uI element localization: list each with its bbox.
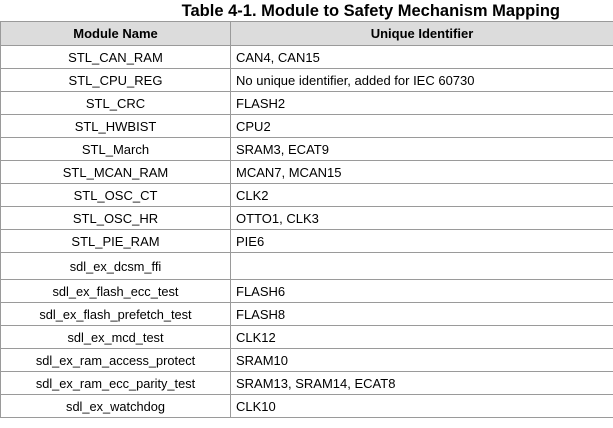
module-name-cell: STL_CPU_REG — [1, 69, 231, 92]
module-name-cell: sdl_ex_mcd_test — [1, 326, 231, 349]
table-row — [1, 69, 613, 92]
module-name-cell: sdl_ex_watchdog — [1, 395, 231, 418]
identifier-cell: CLK12 — [231, 326, 613, 349]
table-row — [1, 372, 613, 395]
identifier-cell: SRAM10 — [231, 349, 613, 372]
table-row — [1, 230, 613, 253]
column-header-module: Module Name — [1, 22, 231, 46]
module-name-cell: STL_MCAN_RAM — [1, 161, 231, 184]
identifier-cell: MCAN7, MCAN15 — [231, 161, 613, 184]
identifier-cell: CPU2 — [231, 115, 613, 138]
table-row — [1, 207, 613, 230]
identifier-cell: FLASH2 — [231, 92, 613, 115]
module-name-cell: STL_PIE_RAM — [1, 230, 231, 253]
table-row — [1, 326, 613, 349]
table-row — [1, 161, 613, 184]
table-row — [1, 184, 613, 207]
module-name-cell: sdl_ex_flash_ecc_test — [1, 280, 231, 303]
column-header-identifier: Unique Identifier — [231, 22, 613, 46]
table-caption: Table 4-1. Module to Safety Mechanism Mapping — [181, 2, 560, 20]
table-row — [1, 303, 613, 326]
table-header-row — [1, 22, 613, 46]
module-name-cell: STL_OSC_HR — [1, 207, 231, 230]
identifier-cell: FLASH6 — [231, 280, 613, 303]
module-name-cell: STL_HWBIST — [1, 115, 231, 138]
module-name-cell: sdl_ex_ram_ecc_parity_test — [1, 372, 231, 395]
identifier-cell: SRAM13, SRAM14, ECAT8 — [231, 372, 613, 395]
table-row — [1, 92, 613, 115]
identifier-cell: No unique identifier, added for IEC 60730 — [231, 69, 613, 92]
table-row — [1, 46, 613, 69]
table-row — [1, 138, 613, 161]
module-name-cell: STL_CAN_RAM — [1, 46, 231, 69]
identifier-cell: PIE6 — [231, 230, 613, 253]
identifier-cell: CLK10 — [231, 395, 613, 418]
module-name-cell: sdl_ex_dcsm_ffi — [1, 253, 231, 280]
module-name-cell: sdl_ex_ram_access_protect — [1, 349, 231, 372]
module-mapping-table — [0, 21, 613, 418]
identifier-cell: CLK2 — [231, 184, 613, 207]
table-row — [1, 253, 613, 280]
table-row — [1, 280, 613, 303]
identifier-cell — [231, 253, 613, 280]
table-row — [1, 115, 613, 138]
identifier-cell: OTTO1, CLK3 — [231, 207, 613, 230]
identifier-cell: FLASH8 — [231, 303, 613, 326]
table-row — [1, 349, 613, 372]
identifier-cell: CAN4, CAN15 — [231, 46, 613, 69]
module-name-cell: STL_CRC — [1, 92, 231, 115]
identifier-cell: SRAM3, ECAT9 — [231, 138, 613, 161]
module-name-cell: STL_OSC_CT — [1, 184, 231, 207]
table-row — [1, 395, 613, 418]
module-name-cell: STL_March — [1, 138, 231, 161]
module-name-cell: sdl_ex_flash_prefetch_test — [1, 303, 231, 326]
